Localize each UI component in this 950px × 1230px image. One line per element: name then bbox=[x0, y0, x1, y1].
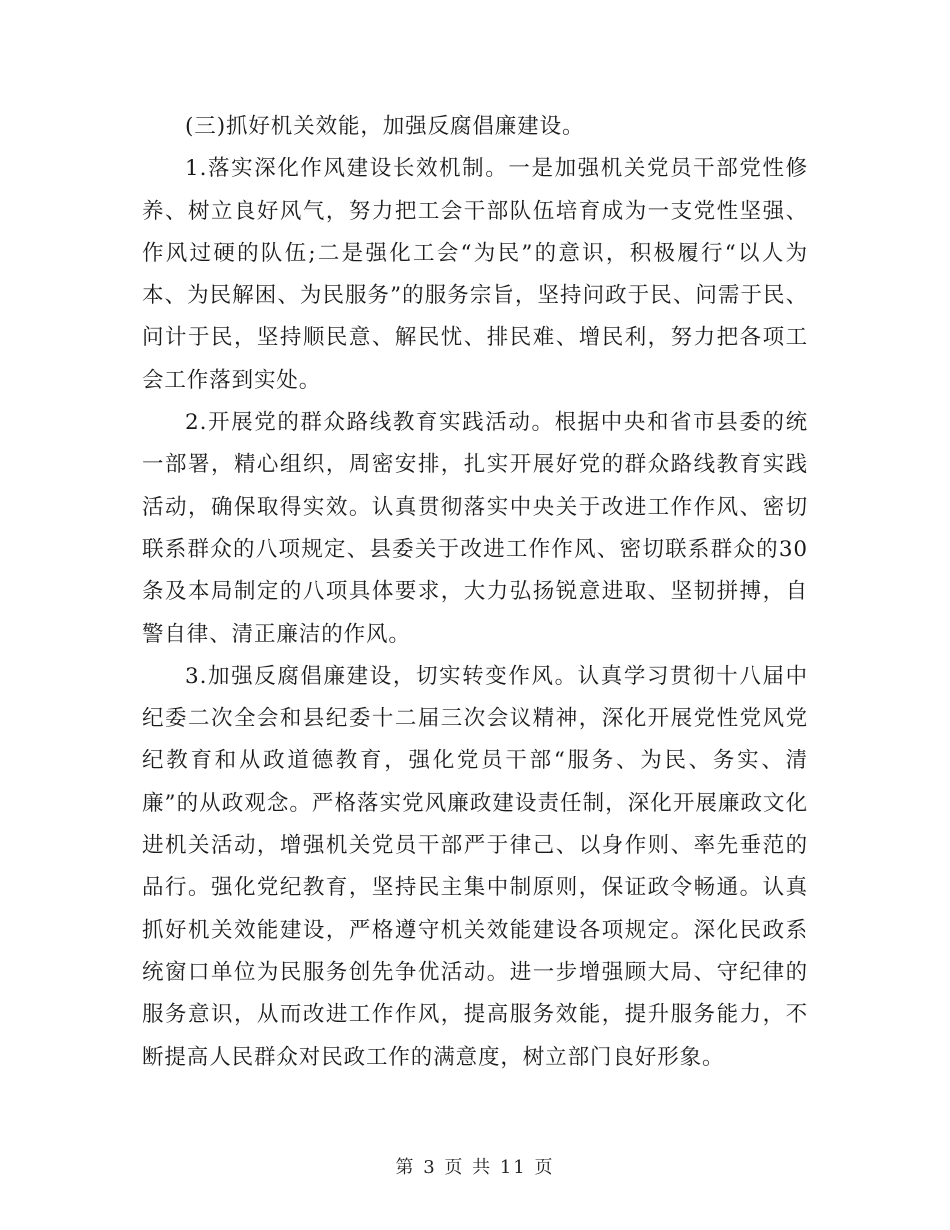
paragraph-2: 2.开展党的群众路线教育实践活动。根据中央和省市县委的统一部署，精心组织，周密安排，扎实开展好党的群众路线教育实践活动，确保取得实效。认真贯彻落实中央关于改进工作作风、密切联系群众的八项规定、县委关于改进工作作风、密切联系群众的30条及本局制定的八项具体要求，大力弘扬锐意进取、坚韧拼搏，自警自律、清正廉洁的作风。 bbox=[142, 410, 808, 647]
document-body bbox=[142, 106, 808, 1079]
page-number-label: 第 3 页 共 11 页 bbox=[395, 1157, 555, 1178]
paragraph-3: 3.加强反腐倡廉建设，切实转变作风。认真学习贯彻十八届中纪委二次全会和县纪委十二届三次会议精神，深化开展党性党风党纪教育和从政道德教育，强化党员干部“服务、为民、务实、清廉”的从政观念。严格落实党风廉政建设责任制，深化开展廉政文化进机关活动，增强机关党员干部严于律己、以身作则、率先垂范的品行。强化党纪教育，坚持民主集中制原则，保证政令畅通。认真抓好机关效能建设，严格遵守机关效能建设各项规定。深化民政系统窗口单位为民服务创先争优活动。进一步增强顾大局、守纪律的服务意识，从而改进工作作风，提高服务效能，提升服务能力，不断提高人民群众对民政工作的满意度，树立部门良好形象。 bbox=[142, 663, 808, 1070]
paragraph-1: 1.落实深化作风建设长效机制。一是加强机关党员干部党性修养、树立良好风气，努力把工会干部队伍培育成为一支党性坚强、作风过硬的队伍;二是强化工会“为民”的意识，积极履行“以人为本、为民解困、为民服务”的服务宗旨，坚持问政于民、问需于民、问计于民，坚持顺民意、解民忧、排民难、增民利，努力把各项工会工作落到实处。 bbox=[142, 156, 808, 393]
section-heading: (三)抓好机关效能，加强反腐倡廉建设。 bbox=[185, 114, 585, 139]
page-footer bbox=[0, 1153, 950, 1179]
